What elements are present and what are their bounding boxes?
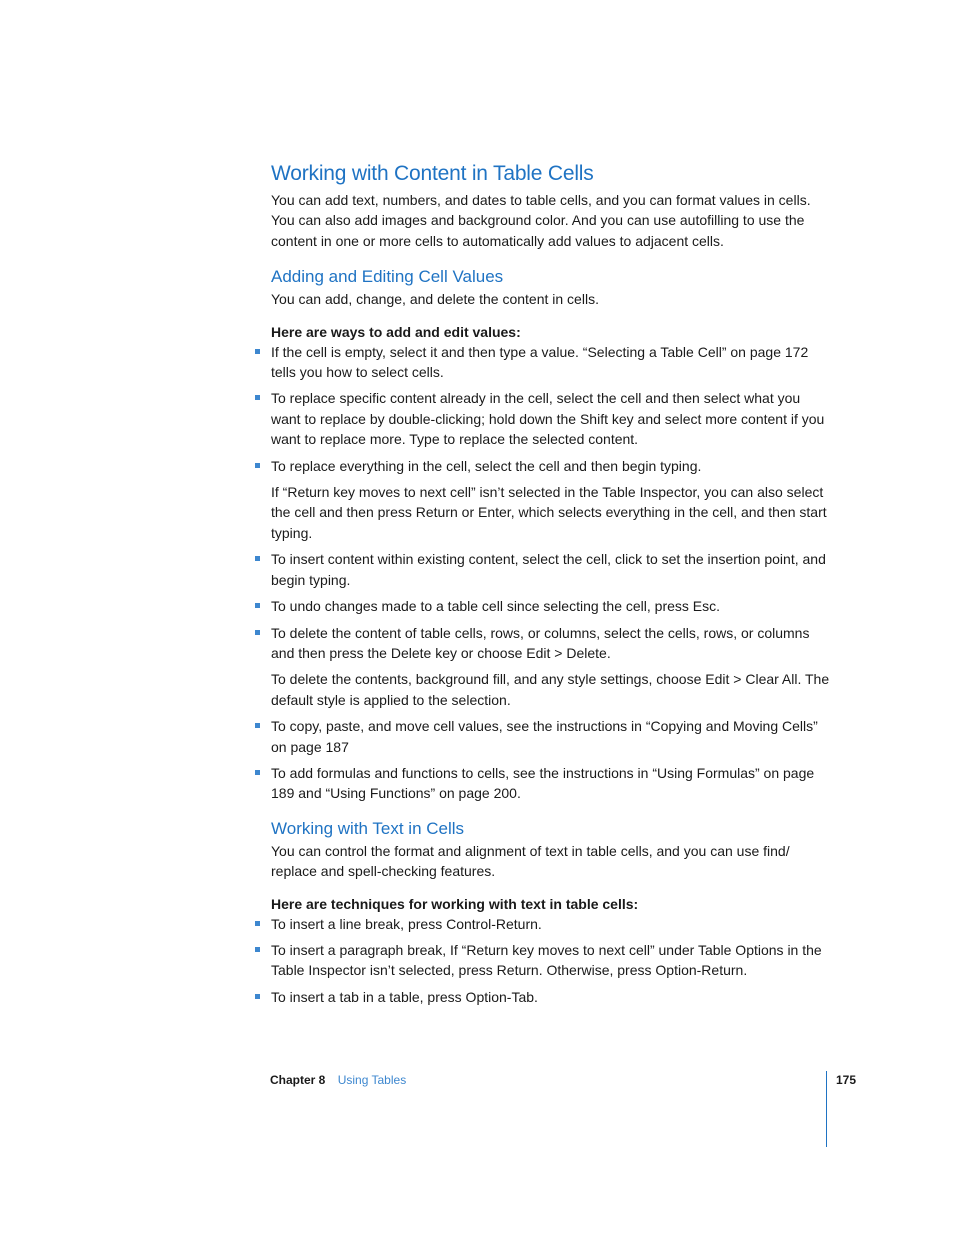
list-item-text: To insert a line break, press Control-Return.: [271, 915, 542, 932]
list-item-text: To replace specific content already in the cell, select the cell and then select what you want to replace by double-clicking; hold down the Shift key and select more content if you want to replace more. Type to replace the selected content.: [271, 390, 825, 448]
list-item: [271, 987, 831, 1007]
list-item-text: To copy, paste, and move cell values, see the instructions in “Copying and Moving Cells” on page 187: [271, 718, 818, 755]
list-item: [271, 623, 831, 711]
list-item-text: To add formulas and functions to cells, see the instructions in “Using Formulas” on page 189 and “Using Functions” on page 200.: [271, 764, 815, 802]
list-item-text: If the cell is empty, select it and then type a value. “Selecting a Table Cell” on page 172 tells you how to select cells.: [271, 343, 809, 381]
text-cells-lead: Here are techniques for working with text in table cells:: [271, 895, 639, 912]
text-cells-intro: You can control the format and alignment of text in table cells, and you can use find/ replace and spell-checking features.: [271, 842, 790, 880]
list-item-text: To replace everything in the cell, select the cell and then begin typing.: [271, 457, 702, 474]
bullet-square-icon: [255, 556, 260, 561]
bullet-square-icon: [255, 349, 260, 354]
bullet-square-icon: [255, 395, 260, 400]
list-item-text: To insert a paragraph break, If “Return key moves to next cell” under Table Options in the Table Inspector isn’t selected, press Return. Otherwise, press Option-Return.: [271, 941, 822, 979]
list-item-text: To delete the content of table cells, rows, or columns, select the cells, rows, or columns and then press the Delete key or choose Edit > Delete.: [271, 624, 810, 661]
bullet-square-icon: [255, 603, 260, 608]
bullet-square-icon: [255, 463, 260, 468]
list-item: [271, 456, 831, 544]
adding-editing-intro: You can add, change, and delete the content in cells.: [271, 291, 599, 308]
footer-chapter: Chapter 8: [270, 1073, 326, 1087]
adding-editing-list: [271, 342, 831, 804]
list-item: [271, 940, 831, 981]
list-item: [271, 549, 831, 590]
subsection-title-text-cells: Working with Text in Cells: [271, 818, 465, 838]
bullet-square-icon: [255, 770, 260, 775]
adding-editing-lead: Here are ways to add and edit values:: [271, 323, 521, 340]
section-title: Working with Content in Table Cells: [271, 162, 594, 185]
list-item: [271, 914, 831, 934]
list-item-followup: If “Return key moves to next cell” isn’t selected in the Table Inspector, you can also select the cell and then press Return or Enter, which selects everything in the cell, and then start typing.: [271, 484, 827, 541]
list-item-text: To insert content within existing content, select the cell, click to set the insertion point, and begin typing.: [271, 551, 826, 588]
page-content: [271, 160, 831, 1013]
subsection-title-adding-editing: Adding and Editing Cell Values: [271, 267, 504, 287]
page-number: 175: [836, 1073, 857, 1087]
list-item: [271, 716, 831, 757]
section-intro: You can add text, numbers, and dates to table cells, and you can format values in cells. You can also add images and background color. And you can use autofilling to use the content in one or more cells to automatically add values to adjacent cells.: [271, 192, 811, 249]
footer-divider: [826, 1071, 827, 1147]
bullet-square-icon: [255, 921, 260, 926]
list-item: [271, 388, 831, 449]
page-footer: [270, 1072, 830, 1088]
footer-chapter-title: Using Tables: [337, 1073, 407, 1087]
bullet-square-icon: [255, 630, 260, 635]
bullet-square-icon: [255, 723, 260, 728]
list-item: [271, 342, 831, 383]
bullet-square-icon: [255, 947, 260, 952]
bullet-square-icon: [255, 994, 260, 999]
list-item-text: To undo changes made to a table cell since selecting the cell, press Esc.: [271, 598, 721, 615]
list-item-followup: To delete the contents, background fill, and any style settings, choose Edit > Clear All. The default style is applied to the selection.: [271, 671, 830, 708]
list-item: [271, 596, 831, 616]
list-item-text: To insert a tab in a table, press Option-Tab.: [271, 988, 538, 1005]
text-cells-list: [271, 914, 831, 1008]
list-item: [271, 763, 831, 804]
